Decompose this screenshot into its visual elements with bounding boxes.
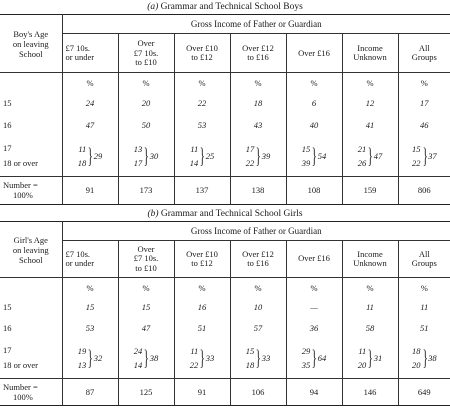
bracket-group: [358, 142, 383, 170]
percentage-cell: 53: [62, 318, 118, 339]
bracket-sum: 54: [317, 150, 327, 161]
bracket-pair: [190, 344, 199, 372]
bracketed-cell: [342, 339, 398, 379]
percent-symbol: %: [118, 73, 174, 92]
age-17-value: 15: [301, 143, 311, 154]
sample-size-cell: 87: [62, 378, 118, 405]
number-label-line: Number =: [3, 381, 38, 392]
percentage-cell: 58: [342, 318, 398, 339]
blank-cell: [0, 278, 62, 297]
column-header-line: £7 10s.: [65, 248, 91, 259]
bracket-pair: [358, 344, 367, 372]
percent-symbol: %: [342, 278, 398, 297]
bracket-sum: 39: [261, 150, 271, 161]
row-label: 17: [3, 345, 12, 356]
sample-size-cell: 125: [118, 378, 174, 405]
bracket-group: [190, 344, 215, 372]
sample-size-cell: 173: [118, 176, 174, 204]
bracket-sum: 47: [373, 150, 383, 161]
percentage-cell: 57: [230, 318, 286, 339]
sample-size-cell: 138: [230, 176, 286, 204]
age-17-value: 18: [412, 346, 421, 357]
brace-icon: }: [87, 345, 94, 371]
bracketed-cell: [174, 135, 230, 176]
bracket-pair: [302, 142, 311, 170]
age-18-value: 22: [189, 360, 199, 371]
age-18-value: 22: [412, 157, 421, 168]
blank-cell: [0, 73, 62, 92]
bracket-sum: 33: [261, 353, 271, 364]
sample-size-cell: 649: [398, 378, 450, 405]
age-18-value: 13: [77, 360, 87, 371]
percentage-cell: 41: [342, 114, 398, 136]
age-17-value: 24: [133, 346, 143, 357]
bracketed-cell: [342, 135, 398, 176]
percent-symbol: %: [62, 73, 118, 92]
brace-icon: }: [311, 142, 318, 168]
row-label: 17: [3, 142, 12, 153]
bracket-pair: [412, 344, 421, 372]
percentage-cell: 10: [230, 297, 286, 318]
age-header-line: on leaving: [12, 38, 49, 49]
percentage-cell: 51: [398, 318, 450, 339]
brace-icon: }: [422, 345, 428, 371]
percent-symbol: %: [398, 73, 450, 92]
bracket-group: [302, 142, 327, 170]
bracketed-cell: [230, 135, 286, 176]
bracketed-cell: [286, 135, 342, 176]
sample-size-cell: 806: [398, 176, 450, 204]
brace-icon: }: [143, 345, 150, 371]
age-17-value: 11: [190, 346, 199, 357]
number-label-line: 100%: [13, 190, 33, 201]
age-18-value: 20: [357, 360, 367, 371]
section-letter: (b): [147, 209, 159, 219]
income-column-header: [230, 34, 286, 73]
number-row: [0, 176, 450, 204]
column-header-line: Income: [357, 248, 383, 259]
column-header-line: £7 10s.: [133, 47, 159, 58]
bracket-pair: [78, 142, 87, 170]
column-header-line: £7 10s.: [65, 42, 91, 53]
number-label-line: 100%: [13, 391, 33, 402]
column-header-line: All: [418, 248, 430, 259]
percent-symbol: %: [174, 278, 230, 297]
table-boys: [0, 14, 450, 205]
section-letter: (a): [147, 2, 159, 12]
bracket-group: [134, 142, 159, 170]
age-18-value: 35: [301, 360, 311, 371]
percentage-cell: 15: [118, 297, 174, 318]
brace-icon: }: [143, 142, 150, 168]
bracket-group: [412, 344, 437, 372]
income-group-header: Gross Income of Father or Guardian: [62, 15, 450, 34]
bracketed-cell: [398, 339, 450, 379]
percentage-cell: 20: [118, 92, 174, 114]
age-17-value: 11: [78, 143, 87, 154]
number-label-line: Number =: [3, 180, 38, 191]
age-header-line: Boy's Age: [13, 28, 49, 39]
column-header-line: Unknown: [353, 258, 387, 269]
bracket-sum: 38: [149, 353, 159, 364]
number-row-label: [0, 378, 62, 405]
percent-symbol: %: [398, 278, 450, 297]
column-header-line: Over £10: [186, 248, 218, 259]
percentage-cell: 43: [230, 114, 286, 136]
age-17-value: 11: [358, 346, 367, 357]
bracket-row: [0, 135, 450, 176]
bracket-group: [78, 142, 103, 170]
percent-symbol: %: [230, 73, 286, 92]
column-header-line: Over £16: [298, 47, 330, 58]
age-18-value: 14: [133, 360, 143, 371]
percentage-cell: 24: [62, 92, 118, 114]
column-header-line: or under: [65, 52, 95, 63]
income-column-header: [286, 240, 342, 278]
percentage-cell: 17: [398, 92, 450, 114]
section-a-title: [0, 2, 450, 12]
bracketed-cell: [398, 135, 450, 176]
income-column-header: [118, 240, 174, 278]
bracket-pair: [246, 142, 255, 170]
section-b-title: [0, 209, 450, 219]
income-column-header: [118, 34, 174, 73]
age-18-value: 26: [357, 157, 367, 168]
percentage-cell: 46: [398, 114, 450, 136]
sample-size-cell: 146: [342, 378, 398, 405]
income-column-header: [174, 240, 230, 278]
number-row: [0, 378, 450, 405]
age-header-line: School: [18, 48, 43, 59]
bracket-pair: [190, 142, 199, 170]
bracketed-cell: [62, 135, 118, 176]
percent-symbol: %: [342, 73, 398, 92]
brace-icon: }: [255, 345, 262, 371]
age-17-value: 17: [245, 143, 255, 154]
age-18-value: 18: [77, 157, 87, 168]
brace-icon: }: [367, 142, 374, 168]
row-label: 15: [0, 297, 62, 318]
bracket-sum: 33: [205, 353, 215, 364]
age-header-line: School: [18, 254, 43, 265]
income-column-header: [398, 34, 450, 73]
age-header-line: Girl's Age: [13, 234, 48, 245]
age-18-value: 18: [245, 360, 255, 371]
column-header-line: Over £12: [242, 42, 274, 53]
bracket-group: [358, 344, 383, 372]
percentage-cell: 47: [118, 318, 174, 339]
bracketed-cell: [230, 339, 286, 379]
sample-size-cell: 91: [62, 176, 118, 204]
brace-icon: }: [422, 142, 428, 168]
bracket-group: [246, 142, 271, 170]
percentage-cell: 6: [286, 92, 342, 114]
bracket-sum: 37: [428, 150, 437, 161]
bracket-pair: [246, 344, 255, 372]
column-header-line: or under: [65, 258, 95, 269]
sample-size-cell: 91: [174, 378, 230, 405]
bracket-group: [78, 344, 103, 372]
income-group-header: Gross Income of Father or Guardian: [62, 222, 450, 241]
section-title-text: Grammar and Technical School Boys: [160, 2, 303, 12]
percentage-cell: 12: [342, 92, 398, 114]
income-column-header: [174, 34, 230, 73]
table-row: [0, 114, 450, 136]
column-header-line: Groups: [411, 258, 437, 269]
bracket-sum: 31: [373, 353, 383, 364]
age-18-value: 14: [189, 157, 199, 168]
bracket-pair: [412, 142, 421, 170]
age-17-value: 11: [190, 143, 199, 154]
age-18-value: 17: [133, 157, 143, 168]
column-header-line: to £12: [191, 52, 213, 63]
column-header-line: to £12: [191, 258, 213, 269]
sample-size-cell: 108: [286, 176, 342, 204]
percentage-cell: 16: [174, 297, 230, 318]
row-label: 16: [0, 318, 62, 339]
income-column-header: [342, 240, 398, 278]
bracket-row-labels: [0, 135, 62, 176]
column-header-line: to £16: [247, 258, 269, 269]
table-row: [0, 297, 450, 318]
percentage-cell: —: [286, 297, 342, 318]
number-row-label: [0, 176, 62, 204]
sample-size-cell: 94: [286, 378, 342, 405]
bracket-sum: 32: [93, 353, 103, 364]
bracket-sum: 64: [317, 353, 327, 364]
percentage-cell: 51: [174, 318, 230, 339]
percentage-cell: 22: [174, 92, 230, 114]
table-row: [0, 92, 450, 114]
brace-icon: }: [255, 142, 262, 168]
row-label: 15: [0, 92, 62, 114]
bracketed-cell: [118, 135, 174, 176]
percentage-cell: 18: [230, 92, 286, 114]
percent-symbol: %: [286, 73, 342, 92]
bracketed-cell: [62, 339, 118, 379]
bracketed-cell: [118, 339, 174, 379]
bracket-group: [134, 344, 159, 372]
age-header-line: on leaving: [12, 244, 49, 255]
column-header-line: Over £12: [242, 248, 274, 259]
bracket-group: [190, 142, 215, 170]
percentage-cell: 50: [118, 114, 174, 136]
column-header-line: to £16: [247, 52, 269, 63]
percentage-cell: 53: [174, 114, 230, 136]
row-label: 18 or over: [3, 157, 38, 168]
sample-size-cell: 106: [230, 378, 286, 405]
column-header-line: £7 10s.: [133, 253, 159, 264]
age-17-value: 15: [245, 346, 255, 357]
bracket-group: [246, 344, 271, 372]
bracket-sum: 30: [149, 150, 159, 161]
bracket-sum: 25: [205, 150, 215, 161]
percent-symbol: %: [174, 73, 230, 92]
percentage-cell: 40: [286, 114, 342, 136]
brace-icon: }: [87, 142, 94, 168]
row-label: 16: [0, 114, 62, 136]
sample-size-cell: 137: [174, 176, 230, 204]
bracket-group: [302, 344, 327, 372]
income-column-header: [342, 34, 398, 73]
bracket-pair: [134, 344, 143, 372]
income-column-header: [62, 240, 118, 278]
percent-symbol: %: [230, 278, 286, 297]
bracket-row: [0, 339, 450, 379]
age-18-value: 22: [245, 157, 255, 168]
age-column-header: [0, 222, 62, 278]
age-column-header: [0, 15, 62, 73]
brace-icon: }: [311, 345, 318, 371]
percentage-cell: 15: [62, 297, 118, 318]
age-17-value: 13: [133, 143, 143, 154]
column-header-line: to £10: [135, 262, 157, 273]
table-girls: [0, 221, 450, 406]
percentage-cell: 11: [398, 297, 450, 318]
brace-icon: }: [199, 142, 206, 168]
column-header-line: Over £10: [186, 42, 218, 53]
percent-symbol: %: [286, 278, 342, 297]
bracket-sum: 38: [428, 353, 437, 364]
income-column-header: [230, 240, 286, 278]
bracket-pair: [78, 344, 87, 372]
column-header-line: Unknown: [353, 52, 387, 63]
bracket-pair: [302, 344, 311, 372]
column-header-line: Over £16: [298, 253, 330, 264]
income-column-header: [398, 240, 450, 278]
bracket-pair: [358, 142, 367, 170]
income-column-header: [62, 34, 118, 73]
bracketed-cell: [174, 339, 230, 379]
age-17-value: 15: [412, 143, 421, 154]
column-header-line: to £10: [135, 57, 157, 68]
column-header-line: Over: [137, 38, 155, 49]
percentage-cell: 47: [62, 114, 118, 136]
row-label: 18 or over: [3, 360, 38, 371]
percentage-cell: 36: [286, 318, 342, 339]
column-header-line: Groups: [411, 52, 437, 63]
bracket-row-labels: [0, 339, 62, 379]
bracket-pair: [134, 142, 143, 170]
column-header-line: Income: [357, 42, 383, 53]
age-18-value: 20: [412, 360, 421, 371]
column-header-line: Over: [137, 243, 155, 254]
age-17-value: 29: [301, 346, 311, 357]
column-header-line: All: [418, 42, 430, 53]
bracket-sum: 29: [93, 150, 103, 161]
section-title-text: Grammar and Technical School Girls: [160, 209, 303, 219]
bracket-group: [412, 142, 437, 170]
income-column-header: [286, 34, 342, 73]
percentage-cell: 11: [342, 297, 398, 318]
brace-icon: }: [367, 345, 374, 371]
age-17-value: 21: [357, 143, 367, 154]
brace-icon: }: [199, 345, 206, 371]
percent-symbol: %: [118, 278, 174, 297]
table-row: [0, 318, 450, 339]
percent-symbol: %: [62, 278, 118, 297]
age-17-value: 19: [77, 346, 87, 357]
age-18-value: 39: [301, 157, 311, 168]
bracketed-cell: [286, 339, 342, 379]
sample-size-cell: 159: [342, 176, 398, 204]
